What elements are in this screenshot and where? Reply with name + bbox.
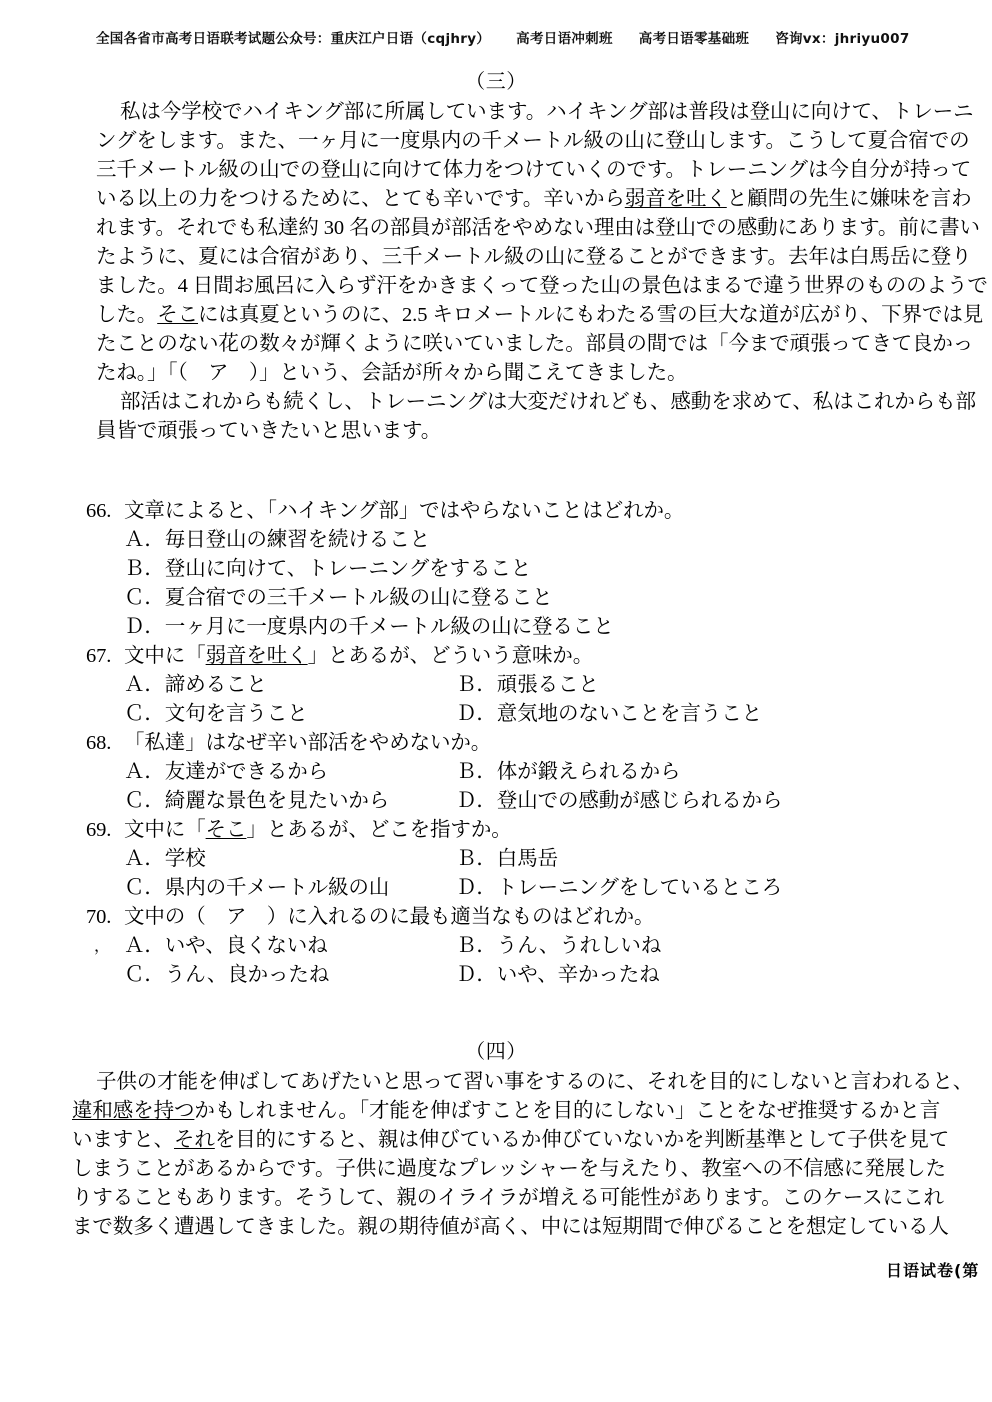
question-69-stem-suffix: 」とあるが、どこを指すか。: [246, 819, 512, 841]
question-67-stem-prefix: 文中に「: [124, 645, 206, 667]
underlined-phrase-sore: それ: [174, 1129, 215, 1151]
passage-line: たことのない花の数々が輝くように咲いていました。部員の間では「今まで頑張ってきて良かっ: [96, 333, 974, 355]
underlined-phrase-yowane: 弱音を吐く: [624, 188, 727, 210]
option-c[interactable]: Ｃ．県内の千メートル級の山: [124, 877, 390, 899]
passage-line: ました。4 日間お風呂に入らず汗をかきまくって登った山の景色はまるで違う世界のもののようで: [96, 275, 988, 297]
option-row: [86, 700, 946, 729]
question-67-stem: [86, 642, 946, 671]
option-d[interactable]: Ｄ．意気地のないことを言うこと: [456, 703, 762, 725]
question-67-stem-suffix: 」とあるが、どういう意味か。: [307, 645, 594, 667]
passage-line: 員皆で頑張っていきたいと思います。: [96, 420, 442, 442]
section-three-paragraph-2: [96, 388, 976, 446]
option-row: [86, 845, 946, 874]
option-d[interactable]: Ｄ．一ヶ月に一度県内の千メートル級の山に登ること: [124, 616, 614, 638]
underlined-phrase-iwakan: 違和感を持つ: [72, 1100, 195, 1122]
question-68-stem-text: 「私達」はなぜ辛い部活をやめないか。: [124, 732, 492, 754]
question-68-options: [86, 758, 946, 816]
option-b[interactable]: Ｂ．頑張ること: [456, 674, 599, 696]
page-header-watermark: [96, 27, 952, 47]
question-66-stem-text: 文章によると、「ハイキング部」ではやらないことはどれか。: [124, 500, 685, 522]
option-d[interactable]: Ｄ．トレーニングをしているところ: [456, 877, 782, 899]
passage-line: 三千メートル級の山での登山に向けて体力をつけていくのです。トレーニングは今自分が持って: [96, 159, 972, 181]
question-69-number: 69.: [86, 819, 112, 841]
option-row: [86, 932, 946, 961]
section-three-passage: [96, 98, 988, 446]
passage-line: ングをします。また、一ヶ月に一度県内の千メートル級の山に登山します。こうして夏合宿での: [96, 130, 970, 152]
passage-line: 部活はこれからも続くし、トレーニングは大変だけれども、感動を求めて、私はこれからも部: [120, 391, 976, 413]
option-a[interactable]: Ａ．友達ができるから: [124, 761, 328, 783]
passage-line: した。そこには真夏というのに、2.5 キロメートルにもわたる雪の巨大な道が広がり、下界では見: [96, 304, 984, 326]
option-c[interactable]: Ｃ．夏合宿での三千メートル級の山に登ること: [124, 587, 553, 609]
option-row: [86, 671, 946, 700]
question-68: [86, 729, 946, 816]
question-70: [86, 903, 946, 990]
option-row: [86, 758, 946, 787]
option-c[interactable]: Ｃ．文句を言うこと: [124, 703, 308, 725]
question-68-stem: [86, 729, 946, 758]
section-three-label: （三）: [465, 71, 527, 93]
option-d[interactable]: Ｄ．登山での感動が感じられるから: [456, 790, 783, 812]
option-a[interactable]: Ａ．いや、良くないね: [124, 935, 328, 957]
question-67-number: 67.: [86, 645, 112, 667]
option-c[interactable]: Ｃ．綺麗な景色を見たいから: [124, 790, 390, 812]
passage-line: れます。それでも私達約 30 名の部員が部活をやめない理由は登山での感動にあります。前に書い: [96, 217, 980, 239]
section-four-paragraph-1: [72, 1068, 974, 1242]
header-segment-public-account: 全国各省市高考日语联考试题公众号：重庆江户日语（cqjhry）: [96, 31, 491, 47]
option-a[interactable]: Ａ．毎日登山の練習を続けること: [124, 529, 430, 551]
question-70-number: 70.: [86, 906, 112, 928]
passage-line: いる以上の力をつけるために、とても辛いです。辛いから弱音を吐くと顧問の先生に嫌味を言わ: [96, 188, 972, 210]
question-69-underlined-phrase: そこ: [205, 819, 247, 841]
question-69-options: [86, 845, 946, 903]
question-69-stem-prefix: 文中に「: [124, 819, 206, 841]
option-b[interactable]: Ｂ．体が鍛えられるから: [456, 761, 681, 783]
passage-line: りすることもあります。そうして、親のイライラが増える可能性があります。このケースにこれ: [72, 1187, 944, 1209]
header-segment-beginner-class: 高考日语零基础班: [638, 31, 750, 47]
option-row: [86, 961, 946, 990]
stray-punctuation-mark: ，: [94, 938, 110, 955]
option-row: [86, 874, 946, 903]
option-a[interactable]: Ａ．学校: [124, 848, 206, 870]
section-four-passage: [72, 1068, 974, 1242]
underlined-phrase-soko: そこ: [157, 304, 199, 326]
question-66-stem: [86, 497, 946, 526]
passage-line: 私は今学校でハイキング部に所属しています。ハイキング部は普段は登山に向けて、トレーニ: [120, 101, 974, 123]
header-segment-contact: 咨询vx：jhriyu007: [775, 31, 910, 47]
section-four-label: （四）: [465, 1041, 527, 1063]
passage-line: いますと、それを目的にすると、親は伸びているか伸びていないかを判断基準として子供を見て: [72, 1129, 950, 1151]
question-70-stem: [86, 903, 946, 932]
question-68-number: 68.: [86, 732, 112, 754]
question-70-stem-text: 文中の（ ア ）に入れるのに最も適当なものはどれか。: [124, 906, 655, 928]
question-66-options: [86, 526, 946, 642]
passage-line: たね。」「（ ア ）」という、会話が所々から聞こえてきました。: [96, 362, 688, 384]
question-67: [86, 642, 946, 729]
option-d[interactable]: Ｄ．いや、辛かったね: [456, 964, 660, 986]
question-70-options: [86, 932, 946, 990]
passage-line: しまうことがあるからです。子供に過度なプレッシャーを与えたり、教室への不信感に発展した: [72, 1158, 946, 1180]
option-b[interactable]: Ｂ．登山に向けて、トレーニングをすること: [124, 558, 532, 580]
question-67-options: [86, 671, 946, 729]
passage-line: まで数多く遭遇してきました。親の期待値が高く、中には短期間で伸びることを想定している人: [72, 1216, 949, 1238]
question-69-stem: [86, 816, 946, 845]
section-three-paragraph-1: [96, 98, 988, 388]
option-c[interactable]: Ｃ．うん、良かったね: [124, 964, 330, 986]
question-66: [86, 497, 946, 642]
passage-line: 違和感を持つかもしれません。「才能を伸ばすことを目的にしない」ことをなぜ推奨するかと言: [72, 1100, 941, 1122]
option-b[interactable]: Ｂ．うん、うれしいね: [456, 935, 662, 957]
option-a[interactable]: Ａ．諦めること: [124, 674, 267, 696]
option-row: [86, 787, 946, 816]
option-b[interactable]: Ｂ．白馬岳: [456, 848, 558, 870]
question-67-underlined-phrase: 弱音を吐く: [205, 645, 308, 667]
passage-line: 子供の才能を伸ばしてあげたいと思って習い事をするのに、それを目的にしないと言われると、: [96, 1071, 974, 1093]
passage-line: たように、夏には合宿があり、三千メートル級の山に登ることができます。去年は白馬岳に登り: [96, 246, 972, 268]
footer-page-label: 日语试卷(第: [886, 1261, 980, 1280]
question-66-number: 66.: [86, 500, 112, 522]
header-segment-sprint-class: 高考日语冲刺班: [516, 31, 613, 47]
question-69: [86, 816, 946, 903]
